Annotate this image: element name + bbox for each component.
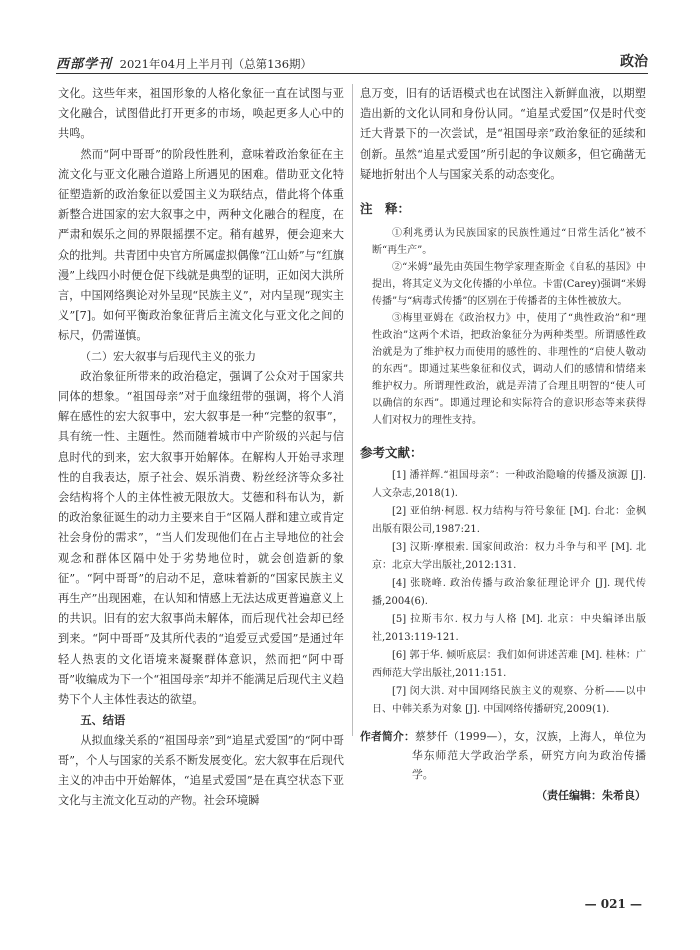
reference-item: [4] 张晓峰. 政治传播与政治象征理论评介 [J]. 现代传播,2004(6).: [372, 578, 646, 608]
notes-heading: 注 释：: [360, 201, 411, 217]
reference-item: [7] 闵大洪. 对中国网络民族主义的观察、分析——以中日、中韩关系为对象 [J]. 中国网络传播研究,2009(1).: [372, 686, 646, 716]
journal-info: [56, 53, 312, 72]
header-rule: [56, 73, 648, 74]
reference-item: [2] 亚伯纳·柯恩. 权力结构与符号象征 [M]. 台北：金枫出版有限公司,1987:21.: [372, 506, 646, 536]
notes-list: [360, 225, 646, 429]
reference-item: [5] 拉斯韦尔. 权力与人格 [M]. 北京：中央编译出版社,2013:119-121.: [372, 614, 646, 644]
left-column: [58, 84, 344, 811]
body-paragraph: 从拟血缘关系的“祖国母亲”到“追星式爱国”的“阿中哥哥”，个人与国家的关系不断发展变化。宏大叙事在后现代主义的冲击中开始解体，“追星式爱国”是在真空状态下亚文化与主流文化互动的产物。社会环境瞬: [58, 733, 344, 808]
reference-item: [3] 汉斯·摩根索. 国家间政治：权力斗争与和平 [M]. 北京：北京大学出版社,2012:131.: [372, 542, 646, 572]
body-paragraph: 政治象征所带来的政治稳定，强调了公众对于国家共同体的想象。“祖国母亲”对于血缘纽带的强调，将个人消解在感性的宏大叙事中，宏大叙事是一种“完整的叙事”，具有统一性、主题性。然而随着城市中产阶级的兴起与信息时代的到来，宏大叙事开始解体。在解构人开始寻求理性的自我表达，原子社会、娱乐消费、粉丝经济等众多社会结构将个人的主体性被无限放大。艾德和科布认为，新的政治象征诞生的动力主要来自于“区隔人群和建立或肯定社会身份的需求”，“当人们发现他们在占主导地位的社会观念和群体区隔中处于劣势地位时，就会创造新的象征”。“阿中哥哥”的启动不足，意味着新的“国家民族主义再生产”出现困难，在认知和情感上无法达成更普遍意义上的共识。旧有的宏大叙事尚未解体，而后现代社会却已经到来。“阿中哥哥”及其所代表的“追爱豆式爱国”是通过年轻人热衷的文化语境来凝聚群体意识，然而把“阿中哥哥”收编成为下一个“祖国母亲”却并不能满足后现代主义趋势下个人主体性表达的欲望。: [58, 369, 344, 707]
section-label: 政治: [620, 54, 648, 70]
references-list: [360, 467, 646, 719]
issue-info: 2021年04月上半月刊（总第136期）: [119, 57, 313, 71]
responsible-editor: （责任编辑：朱希良）: [536, 789, 646, 803]
journal-masthead: 西部学刊: [56, 57, 113, 72]
column-divider: [352, 84, 353, 736]
body-paragraph: 然而“阿中哥哥”的阶段性胜利，意味着政治象征在主流文化与亚文化融合道路上所遇见的困难。借助亚文化特征塑造新的政治象征以爱国主义为联结点，借此将个体重新整合进国家的宏大叙事之中，两种文化融合的程度，在严肃和娱乐之间的界限摇摆不定。稍有越界，便会迎来大众的批判。共青团中央官方所属虚拟偶像“江山娇”与“红旗漫”上线四小时便仓促下线就是典型的证明，正如闵大洪所言，中国网络舆论对外呈现“民族主义”，对内呈现“现实主义”[7]。如何平衡政治象征背后主流文化与亚文化之间的标尺，仍需谨慎。: [58, 147, 344, 343]
reference-item: [6] 郭于华. 倾听底层：我们如何讲述苦难 [M]. 桂林：广西师范大学出版社,2011:151.: [372, 650, 646, 680]
note-item: ①利兆勇认为民族国家的民族性通过“日常生活化”被不断“再生产”。: [372, 228, 646, 257]
page-number: — 021 —: [584, 897, 642, 911]
author-label: 作者简介：: [360, 730, 416, 744]
body-paragraph: 息万变，旧有的话语模式也在试图注入新鲜血液，以期塑造出新的文化认同和身份认同。“追星式爱国”仅是时代变迁大背景下的一次尝试，是“祖国母亲”政治象征的延续和创新。虽然“追星式爱国”所引起的争议颇多，但它确凿无疑地折射出个人与国家关系的动态变化。: [360, 87, 646, 181]
reference-item: [1] 潘祥辉.“祖国母亲”：一种政治隐喻的传播及演源 [J]. 人文杂志,2018(1).: [372, 470, 646, 500]
note-item: ②“米姆”最先由英国生物学家理查斯金《自私的基因》中提出，将其定义为文化传播的小单位。卡雷(Carey)强调“米姆传播”与“病毒式传播”的区别在于传播者的主体性被放大。: [372, 262, 646, 308]
note-item: ③梅里亚姆在《政治权力》中，使用了“典性政治”和“理性政治”这两个术语，把政治象征分为两种类型。所谓感性政治就是为了维护权力而使用的感性的、非理性的“启使人敬动的东西”。即通过某些象征和仪式，调动人们的感情和情绪来维护权力。所谓理性政治，就是弄清了合理且明智的“使人可以确信的东西”。即通过理论和实际符合的意识形态等来获得人们对权力的理性支持。: [372, 313, 646, 427]
subsection-heading: （二）宏大叙事与后现代主义的张力: [80, 349, 256, 363]
section-heading: 五、结语: [80, 713, 126, 728]
references-heading: 参考文献：: [360, 445, 423, 461]
author-text: 蔡梦仟（1999—），女，汉族，上海人，单位为华东师范大学政治学系，研究方向为政治传播学。: [412, 730, 647, 782]
author-bio: [360, 727, 646, 784]
right-column: [360, 84, 646, 807]
body-paragraph: 文化。这些年来，祖国形象的人格化象征一直在试图与亚文化融合，试图借此打开更多的市场，唤起更多人心中的共鸣。: [58, 87, 344, 141]
page-header: [56, 50, 648, 72]
